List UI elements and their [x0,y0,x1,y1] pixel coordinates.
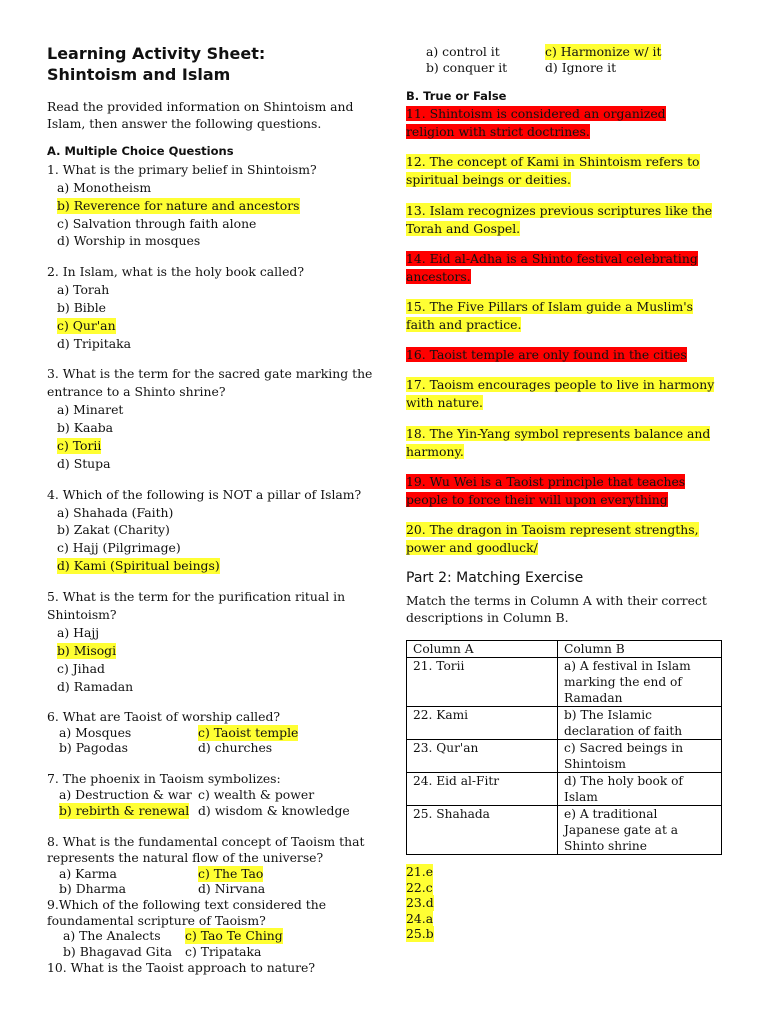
answer-22: 22.c [406,880,433,895]
q1-option-c: c) Salvation through faith alone [57,216,257,231]
column-a-header: Column A [407,641,558,658]
description-cell: b) The Islamic declaration of faith [558,707,722,740]
intro-line-2: Islam, then answer the following questions. [47,116,322,131]
matching-table [406,640,722,855]
q2-option-b: b) Bible [57,300,106,315]
part-2-intro-line-2: descriptions in Column B. [406,610,569,625]
tf-14-text: 14. Eid al-Adha is a Shinto festival celebrating ancestors. [406,251,698,284]
tf-16-text: 16. Taoist temple are only found in the cities [406,347,687,362]
term-cell: 23. Qur'an [407,740,558,773]
q5-option-a: a) Hajj [57,625,100,640]
question-9-line-1: 9.Which of the following text considered the [47,897,327,912]
question-5-line-1: 5. What is the term for the purification ritual in [47,589,346,604]
question-3-line-1: 3. What is the term for the sacred gate marking the [47,366,373,381]
question-1: 1. What is the primary belief in Shintoism? [47,162,317,177]
answer-21: 21.e [406,864,434,879]
q7-option-a: a) Destruction & war [59,787,192,802]
tf-item-20 [406,521,716,557]
tf-item-19 [406,473,716,509]
section-a-heading: A. Multiple Choice Questions [47,144,234,158]
description-cell: d) The holy book of Islam [558,773,722,806]
answer-23: 23.d [406,895,434,910]
tf-19-text: 19. Wu Wei is a Taoist principle that teaches people to force their will upon everything [406,474,686,507]
tf-11-text: 11. Shintoism is considered an organized religion with strict doctrines. [406,106,666,139]
q3-option-d: d) Stupa [57,456,111,471]
tf-15-text: 15. The Five Pillars of Islam guide a Muslim's faith and practice. [406,299,693,332]
q5-option-b-highlighted: b) Misogi [57,643,117,658]
q7-option-c: c) wealth & power [198,787,315,802]
q3-option-c-highlighted: c) Torii [57,438,102,453]
question-5-line-2: Shintoism? [47,607,117,622]
q2-option-d: d) Tripitaka [57,336,132,351]
q8-option-b: b) Dharma [59,881,127,896]
section-b-heading: B. True or False [406,89,507,103]
question-2: 2. In Islam, what is the holy book called? [47,264,304,279]
tf-item-13 [406,202,716,238]
q10-option-d: d) Ignore it [545,60,617,75]
intro-line-1: Read the provided information on Shintoism and [47,99,354,114]
q9-option-b: b) Bhagavad Gita [63,944,172,959]
description-cell: a) A festival in Islam marking the end of Ramadan [558,658,722,707]
q8-option-c-highlighted: c) The Tao [198,866,264,881]
q7-option-b-highlighted: b) rebirth & renewal [59,803,190,818]
question-9-line-2: foundamental scripture of Taoism? [47,913,266,928]
q4-option-a: a) Shahada (Faith) [57,505,174,520]
column-b-header: Column B [558,641,722,658]
question-8-line-1: 8. What is the fundamental concept of Taoism that [47,834,365,849]
table-row [407,806,722,855]
table-row [407,658,722,707]
tf-item-11 [406,105,716,141]
q6-option-d: d) churches [198,740,273,755]
q4-option-b: b) Zakat (Charity) [57,522,170,537]
tf-20-text: 20. The dragon in Taoism represent strengths, power and goodluck/ [406,522,699,555]
tf-17-text: 17. Taoism encourages people to live in harmony with nature. [406,377,715,410]
question-3-line-2: entrance to a Shinto shrine? [47,384,226,399]
term-cell: 22. Kami [407,707,558,740]
q8-option-a: a) Karma [59,866,117,881]
q5-option-d: d) Ramadan [57,679,134,694]
tf-13-text: 13. Islam recognizes previous scriptures like the Torah and Gospel. [406,203,713,236]
tf-item-15 [406,298,716,334]
tf-12-text: 12. The concept of Kami in Shintoism refers to spiritual beings or deities. [406,154,700,187]
table-row [407,773,722,806]
page-title: Learning Activity Sheet: Shintoism and Islam [47,44,266,84]
q7-option-d: d) wisdom & knowledge [198,803,350,818]
q3-option-b: b) Kaaba [57,420,114,435]
part-2-heading: Part 2: Matching Exercise [406,570,584,586]
q1-option-d: d) Worship in mosques [57,233,201,248]
q6-option-b: b) Pagodas [59,740,128,755]
description-cell: c) Sacred beings in Shintoism [558,740,722,773]
q9-option-c-highlighted: c) Tao Te Ching [185,928,283,943]
table-row [407,707,722,740]
tf-item-12 [406,153,716,189]
table-header-row [407,641,722,658]
q2-option-c-highlighted: c) Qur'an [57,318,116,333]
question-4: 4. Which of the following is NOT a pillar of Islam? [47,487,362,502]
q9-option-a: a) The Analects [63,928,161,943]
description-cell: e) A traditional Japanese gate at a Shinto shrine [558,806,722,855]
tf-item-17 [406,376,716,412]
tf-18-text: 18. The Yin-Yang symbol represents balance and harmony. [406,426,711,459]
part-2-intro-line-1: Match the terms in Column A with their correct [406,593,707,608]
q1-option-a: a) Monotheism [57,180,152,195]
tf-item-16 [406,346,716,364]
q9-option-d: c) Tripataka [185,944,262,959]
q6-option-c-highlighted: c) Taoist temple [198,725,299,740]
question-8-line-2: represents the natural flow of the universe? [47,850,324,865]
q5-option-c: c) Jihad [57,661,105,676]
tf-item-14 [406,250,716,286]
q10-option-a: a) control it [426,44,500,59]
q6-option-a: a) Mosques [59,725,132,740]
question-6: 6. What are Taoist of worship called? [47,709,281,724]
q10-option-c-highlighted: c) Harmonize w/ it [545,44,662,59]
q4-option-c: c) Hajj (Pilgrimage) [57,540,181,555]
answer-24: 24.a [406,911,434,926]
question-10: 10. What is the Taoist approach to nature? [47,960,316,975]
q2-option-a: a) Torah [57,282,110,297]
q8-option-d: d) Nirvana [198,881,266,896]
term-cell: 24. Eid al-Fitr [407,773,558,806]
answer-25: 25.b [406,926,434,941]
tf-item-18 [406,425,716,461]
q3-option-a: a) Minaret [57,402,124,417]
question-7: 7. The phoenix in Taoism symbolizes: [47,771,281,786]
table-row [407,740,722,773]
q1-option-b-highlighted: b) Reverence for nature and ancestors [57,198,300,213]
term-cell: 21. Torii [407,658,558,707]
q10-option-b: b) conquer it [426,60,508,75]
q4-option-d-highlighted: d) Kami (Spiritual beings) [57,558,220,573]
term-cell: 25. Shahada [407,806,558,855]
